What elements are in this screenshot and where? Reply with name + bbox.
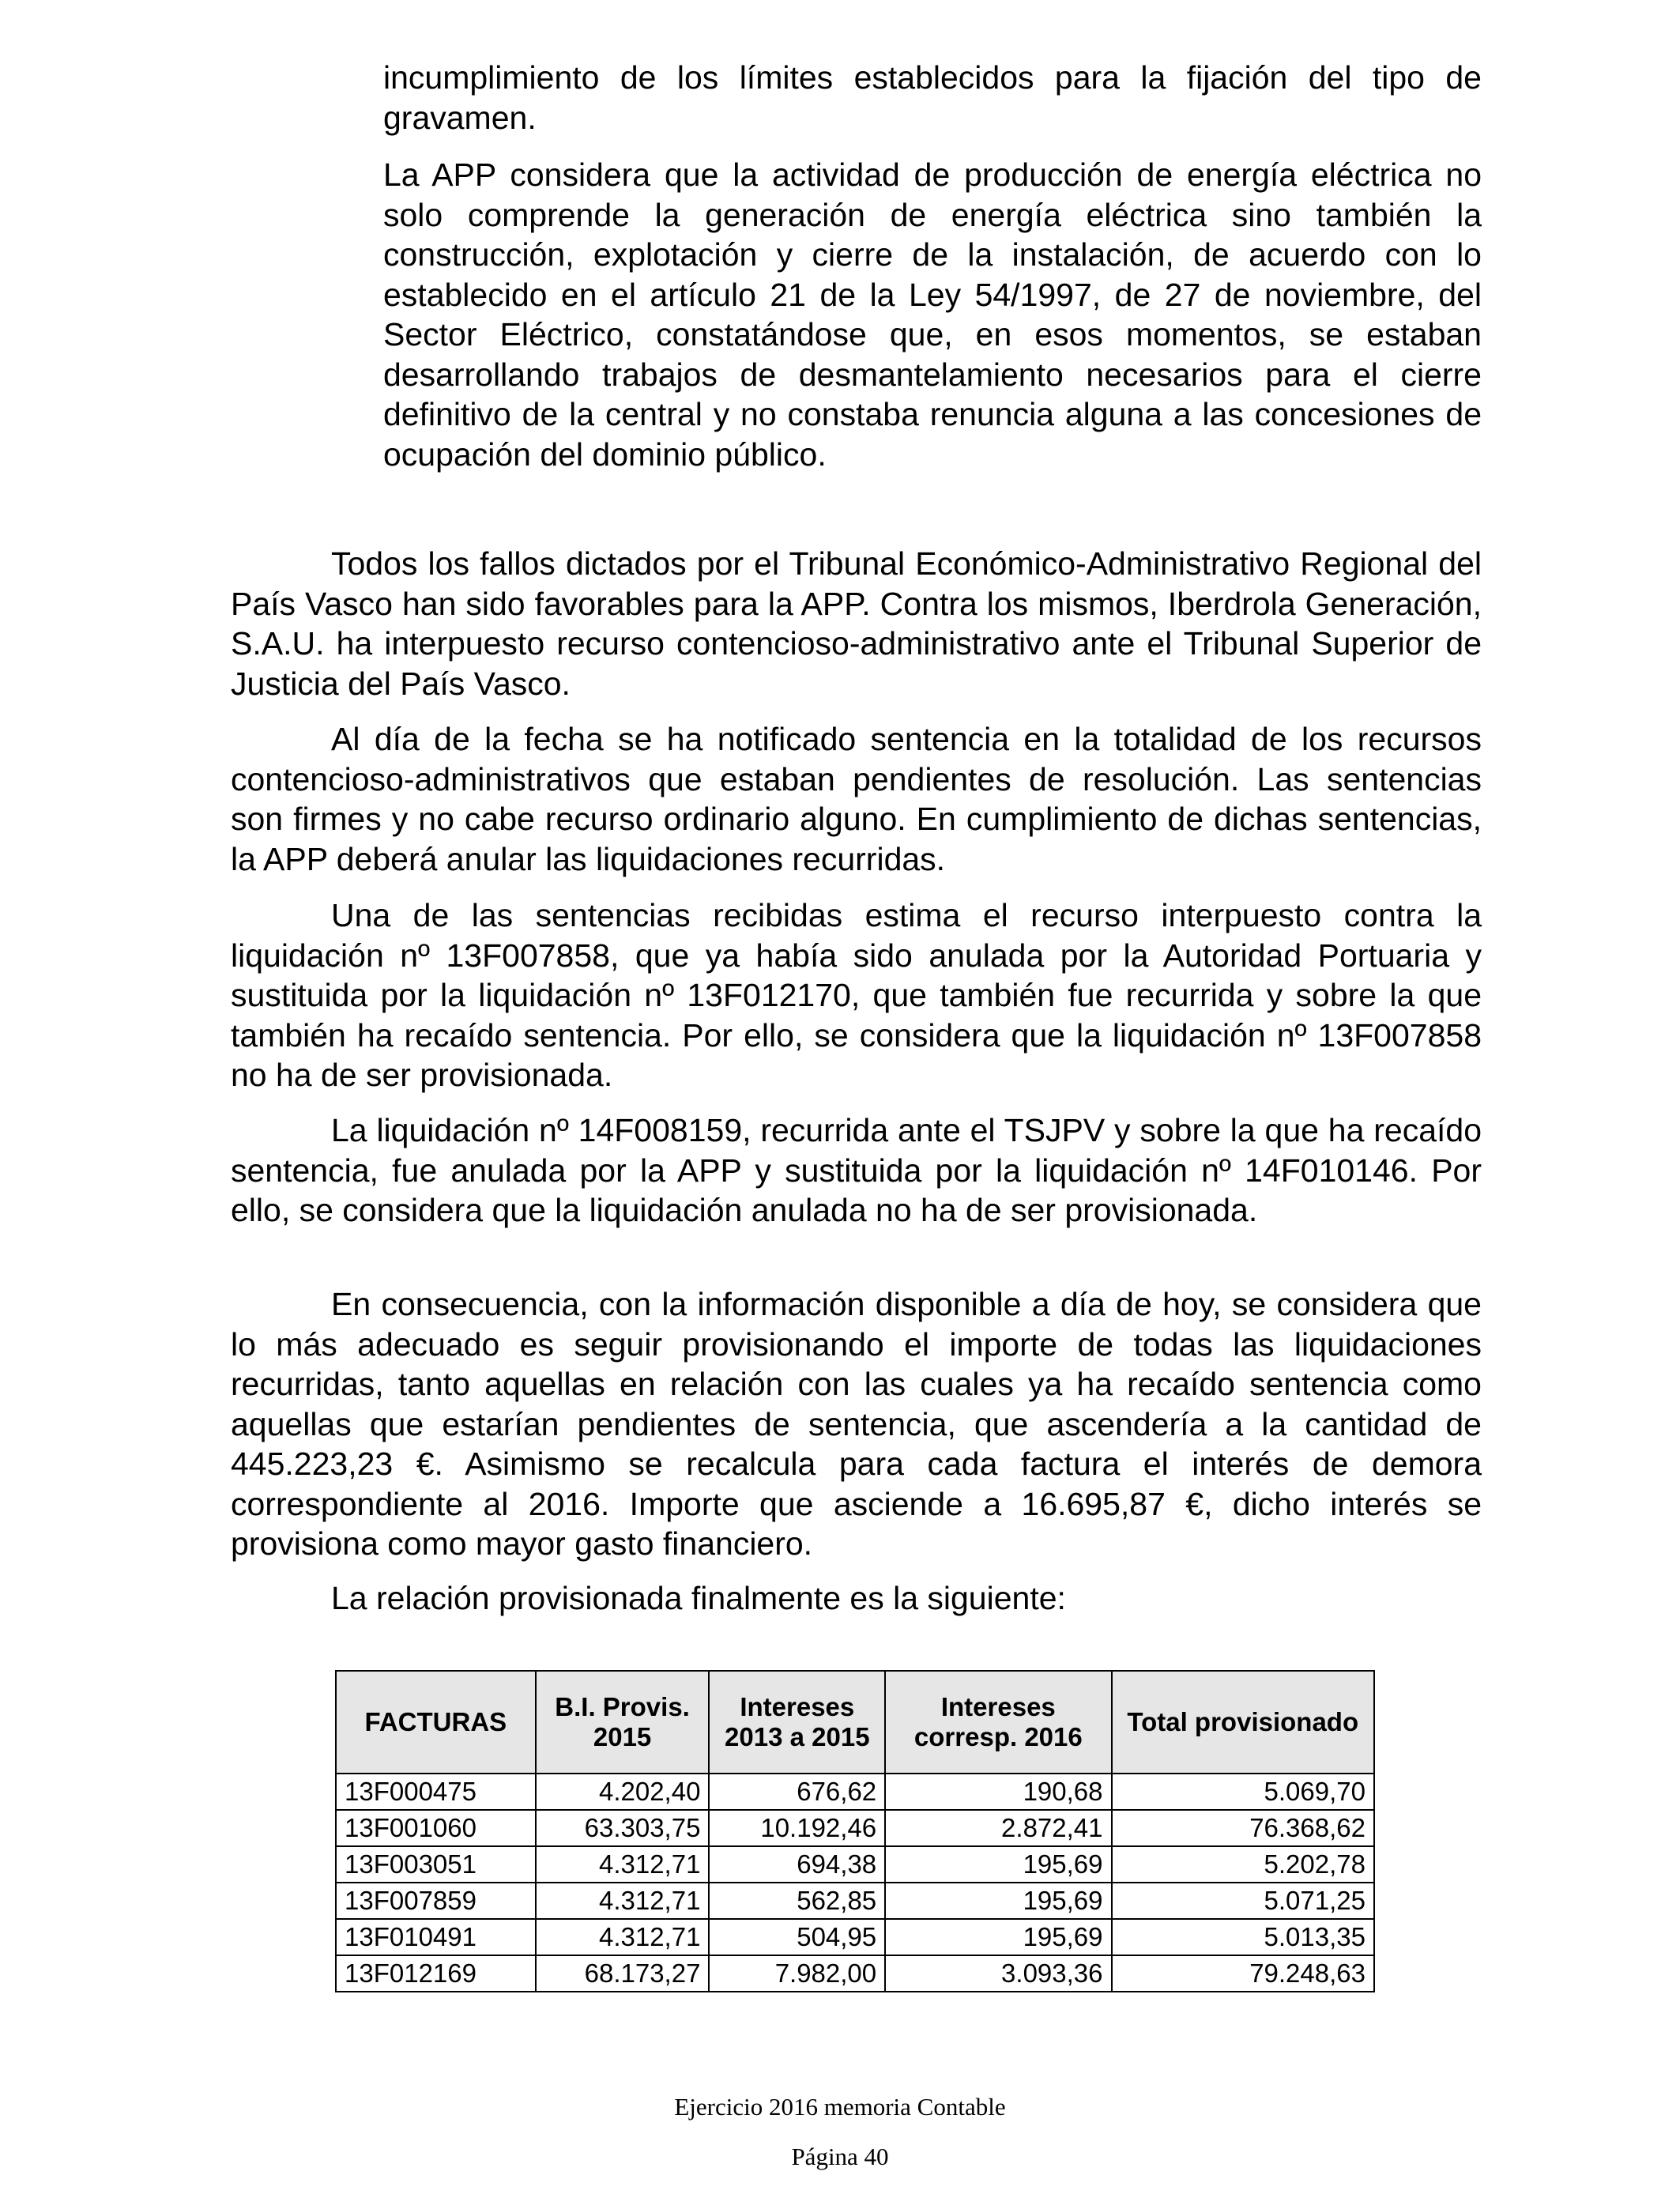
cell-total: 79.248,63 bbox=[1112, 1955, 1374, 1992]
cell-bi: 68.173,27 bbox=[536, 1955, 710, 1992]
cell-factura: 13F000475 bbox=[336, 1774, 536, 1810]
paragraph-8: La relación provisionada finalmente es la siguiente: bbox=[331, 1580, 1066, 1616]
paragraph-1: incumplimiento de los límites establecidos para la fijación del tipo de gravamen. bbox=[383, 59, 1482, 136]
cell-bi: 63.303,75 bbox=[536, 1810, 710, 1846]
cell-total: 5.202,78 bbox=[1112, 1846, 1374, 1883]
cell-intereses-2016: 190,68 bbox=[885, 1774, 1111, 1810]
header-bi-provis: B.I. Provis. 2015 bbox=[536, 1671, 710, 1774]
cell-total: 5.013,35 bbox=[1112, 1919, 1374, 1955]
header-total-provisionado: Total provisionado bbox=[1112, 1671, 1374, 1774]
paragraph-7: En consecuencia, con la información disponible a día de hoy, se considera que lo más adecuado es seguir provisionando el importe de todas las liquidaciones recurridas, tanto aquellas en relación con las cuales ya ha recaído sentencia como aquellas que estarían pendientes de sentencia, que ascendería a la cantidad de 445.223,23 €. Asimismo se recalcula para cada factura el interés de demora correspondiente al 2016. Importe que asciende a 16.695,87 €, dicho interés se provisiona como mayor gasto financiero. bbox=[231, 1286, 1482, 1562]
cell-factura: 13F001060 bbox=[336, 1810, 536, 1846]
footer-page-number: Página 40 bbox=[791, 2143, 889, 2170]
cell-intereses-prev: 10.192,46 bbox=[709, 1810, 885, 1846]
cell-total: 5.069,70 bbox=[1112, 1774, 1374, 1810]
paragraph-6: La liquidación nº 14F008159, recurrida ante el TSJPV y sobre la que ha recaído sentencia, fue anulada por la APP y sustituida por la liquidación nº 14F010146. Por ello, se considera que la liquidación anulada no ha de ser provisionada. bbox=[231, 1112, 1482, 1228]
cell-factura: 13F010491 bbox=[336, 1919, 536, 1955]
cell-factura: 13F012169 bbox=[336, 1955, 536, 1992]
provision-table bbox=[335, 1670, 1375, 1992]
header-intereses-2013-2015: Intereses 2013 a 2015 bbox=[709, 1671, 885, 1774]
paragraph-5: Una de las sentencias recibidas estima el recurso interpuesto contra la liquidación nº 13F007858, que ya había sido anulada por la Autoridad Portuaria y sustituida por la liquidación nº 13F012170, que también fue recurrida y sobre la que también ha recaído sentencia. Por ello, se considera que la liquidación nº 13F007858 no ha de ser provisionada. bbox=[231, 897, 1482, 1093]
cell-intereses-prev: 694,38 bbox=[709, 1846, 885, 1883]
cell-factura: 13F007859 bbox=[336, 1883, 536, 1919]
cell-intereses-2016: 195,69 bbox=[885, 1883, 1111, 1919]
table-row bbox=[336, 1810, 1374, 1846]
cell-intereses-2016: 195,69 bbox=[885, 1919, 1111, 1955]
cell-intereses-2016: 195,69 bbox=[885, 1846, 1111, 1883]
table-row bbox=[336, 1774, 1374, 1810]
table-row bbox=[336, 1955, 1374, 1992]
cell-bi: 4.312,71 bbox=[536, 1883, 710, 1919]
footer-title: Ejercicio 2016 memoria Contable bbox=[674, 2093, 1006, 2120]
table-row bbox=[336, 1846, 1374, 1883]
cell-intereses-prev: 676,62 bbox=[709, 1774, 885, 1810]
paragraph-4: Al día de la fecha se ha notificado sentencia en la totalidad de los recursos contencioso-administrativos que estaban pendientes de resolución. Las sentencias son firmes y no cabe recurso ordinario alguno. En cumplimiento de dichas sentencias, la APP deberá anular las liquidaciones recurridas. bbox=[231, 721, 1482, 877]
cell-intereses-prev: 7.982,00 bbox=[709, 1955, 885, 1992]
paragraph-3: Todos los fallos dictados por el Tribunal Económico-Administrativo Regional del País Vasco han sido favorables para la APP. Contra los mismos, Iberdrola Generación, S.A.U. ha interpuesto recurso contencioso-administrativo ante el Tribunal Superior de Justicia del País Vasco. bbox=[231, 545, 1482, 702]
table-row bbox=[336, 1919, 1374, 1955]
cell-bi: 4.312,71 bbox=[536, 1919, 710, 1955]
cell-bi: 4.202,40 bbox=[536, 1774, 710, 1810]
table-row bbox=[336, 1883, 1374, 1919]
cell-bi: 4.312,71 bbox=[536, 1846, 710, 1883]
cell-intereses-prev: 562,85 bbox=[709, 1883, 885, 1919]
cell-intereses-prev: 504,95 bbox=[709, 1919, 885, 1955]
paragraph-2: La APP considera que la actividad de producción de energía eléctrica no solo comprende la generación de energía eléctrica sino también la construcción, explotación y cierre de la instalación, de acuerdo con lo establecido en el artículo 21 de la Ley 54/1997, de 27 de noviembre, del Sector Eléctrico, constatándose que, en esos momentos, se estaban desarrollando trabajos de desmantelamiento necesarios para el cierre definitivo de la central y no constaba renuncia alguna a las concesiones de ocupación del dominio público. bbox=[383, 156, 1482, 473]
cell-intereses-2016: 2.872,41 bbox=[885, 1810, 1111, 1846]
cell-total: 76.368,62 bbox=[1112, 1810, 1374, 1846]
cell-total: 5.071,25 bbox=[1112, 1883, 1374, 1919]
header-facturas: FACTURAS bbox=[336, 1671, 536, 1774]
cell-factura: 13F003051 bbox=[336, 1846, 536, 1883]
cell-intereses-2016: 3.093,36 bbox=[885, 1955, 1111, 1992]
table-header-row bbox=[336, 1671, 1374, 1774]
header-intereses-2016: Intereses corresp. 2016 bbox=[885, 1671, 1111, 1774]
